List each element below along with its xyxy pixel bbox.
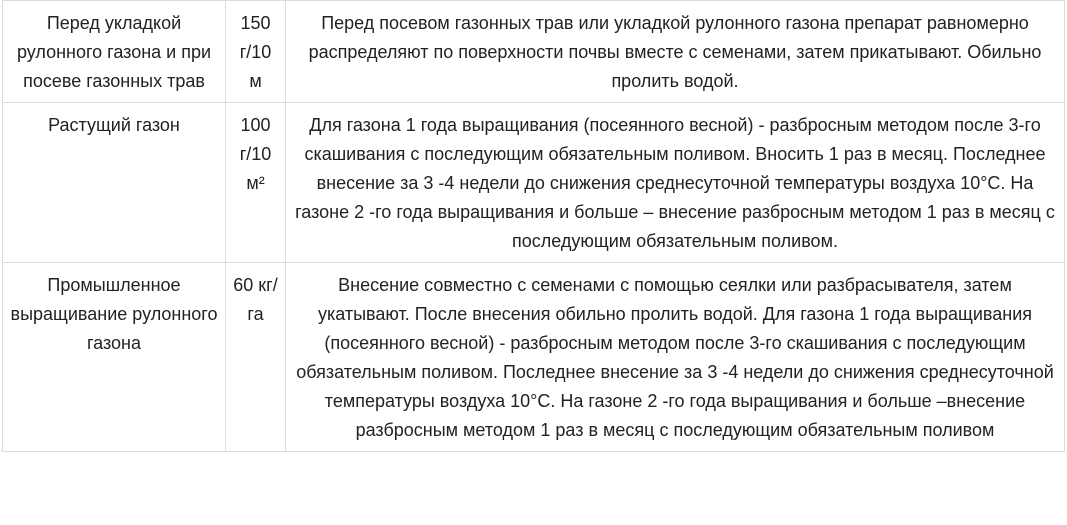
application-rates-table [2,0,1065,452]
method-cell: Внесение совместно с семенами с помощью сеялки или разбрасывателя, затем укатывают. После внесения обильно пролить водой. Для газона 1 года выращивания (посеянного весной) - разбросным методом после 3-го скашивания с последующим обязательным поливом. Последнее внесение за 3 -4 недели до снижения среднесуточной температуры воздуха 10°С. На газоне 2 -го года выращивания и больше –внесение разбросным методом 1 раз в месяц с последующим обязательным поливом [286,263,1065,452]
purpose-cell: Растущий газон [3,103,226,263]
table-row [3,1,1065,103]
dose-cell: 100 г/10 м² [226,103,286,263]
purpose-cell: Промышленное выращивание рулонного газона [3,263,226,452]
method-cell: Для газона 1 года выращивания (посеянного весной) - разбросным методом после 3-го скашивания с последующим обязательным поливом. Вносить 1 раз в месяц. Последнее внесение за 3 -4 недели до снижения среднесуточной температуры воздуха 10°С. На газоне 2 -го года выращивания и больше – внесение разбросным методом 1 раз в месяц с последующим обязательным поливом. [286,103,1065,263]
method-cell: Перед посевом газонных трав или укладкой рулонного газона препарат равномерно распределяют по поверхности почвы вместе с семенами, затем прикатывают. Обильно пролить водой. [286,1,1065,103]
dose-cell: 60 кг/га [226,263,286,452]
purpose-cell: Перед укладкой рулонного газона и при посеве газонных трав [3,1,226,103]
dose-cell: 150 г/10 м [226,1,286,103]
table-row [3,103,1065,263]
table-row [3,263,1065,452]
